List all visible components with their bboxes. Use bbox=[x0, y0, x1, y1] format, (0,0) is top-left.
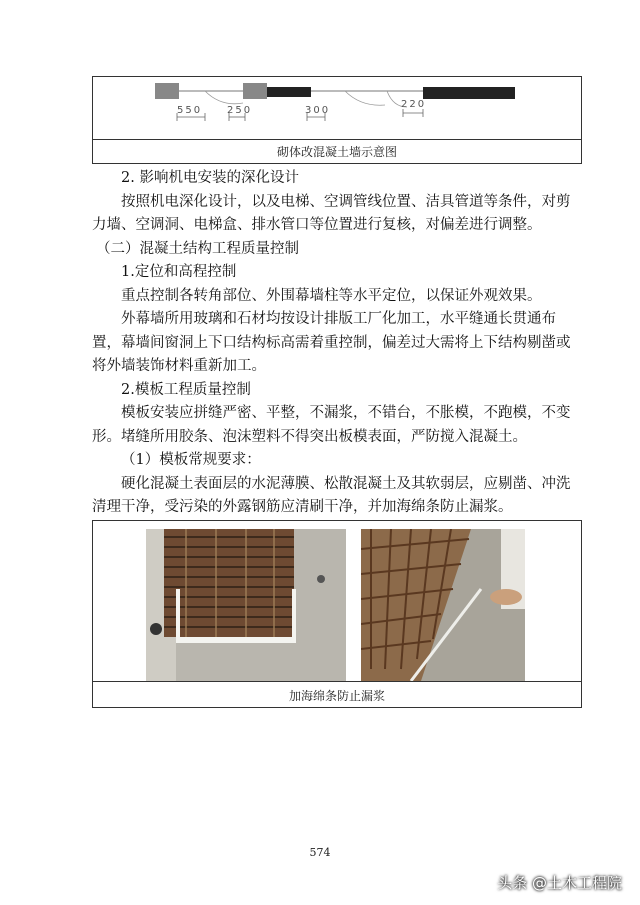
section2-heading: 2. 影响机电安装的深化设计 bbox=[121, 170, 299, 186]
wall-block-2 bbox=[243, 83, 267, 99]
paragraph-cleaning: 硬化混凝土表面层的水泥薄膜、松散混凝土及其软弱层，应剔凿、冲洗清理干净，受污染的外露钢筋应清刷干净，并加海绵条防止漏浆。 bbox=[92, 475, 571, 515]
watermark: 头条 @土木工程院 bbox=[497, 874, 622, 892]
dimension-label-2: 250 bbox=[227, 105, 253, 116]
figure-wall-diagram bbox=[92, 76, 582, 164]
sub1-heading: 1.定位和高程控制 bbox=[121, 264, 237, 280]
paragraph-deepening: 按照机电深化设计，以及电梯、空调管线位置、洁具管道等条件，对剪力墙、空调洞、电梯盒、排水管口等位置进行复核，对偏差进行调整。 bbox=[92, 193, 571, 233]
wall-diagram-drawing bbox=[93, 77, 581, 140]
figure1-caption: 砌体改混凝土墙示意图 bbox=[276, 145, 397, 159]
wall-diagram-svg bbox=[93, 77, 581, 139]
figure2-caption: 加海绵条防止漏浆 bbox=[288, 689, 385, 703]
photo-rebar-wall bbox=[361, 529, 525, 681]
wall-concrete-1 bbox=[267, 87, 311, 97]
page-number: 574 bbox=[309, 846, 331, 859]
figure2-divider bbox=[93, 681, 581, 682]
paragraph-curtain-wall: 外幕墙所用玻璃和石材均按设计排版工厂化加工，水平缝通长贯通布置，幕墙间窗洞上下口结构标高需着重控制，偏差过大需将上下结构剔凿或将外墙装饰材料重新加工。 bbox=[92, 311, 571, 374]
sub2-heading: 2.模板工程质量控制 bbox=[121, 381, 251, 398]
sub3-heading: （1）模板常规要求： bbox=[121, 452, 261, 468]
paragraph-formwork: 模板安装应拼缝严密、平整，不漏浆，不错台，不胀模，不跑模，不变形。堵缝所用胶条、泡沫塑料不得突出板模表面，严防搅入混凝土。 bbox=[92, 405, 571, 445]
section-concrete-heading: （二）混凝土结构工程质量控制 bbox=[96, 240, 299, 257]
paragraph-positioning: 重点控制各转角部位、外围幕墙柱等水平定位，以保证外观效果。 bbox=[121, 287, 542, 304]
body-text bbox=[92, 167, 584, 520]
dimension-label-4: 220 bbox=[401, 99, 427, 110]
photo-formwork-column bbox=[146, 529, 346, 681]
dimension-label-3: 300 bbox=[305, 105, 331, 116]
wall-concrete-2 bbox=[423, 87, 515, 99]
figure-sponge-strip bbox=[92, 520, 582, 708]
dimension-label-1: 550 bbox=[177, 105, 203, 116]
wall-block-1 bbox=[155, 83, 179, 99]
